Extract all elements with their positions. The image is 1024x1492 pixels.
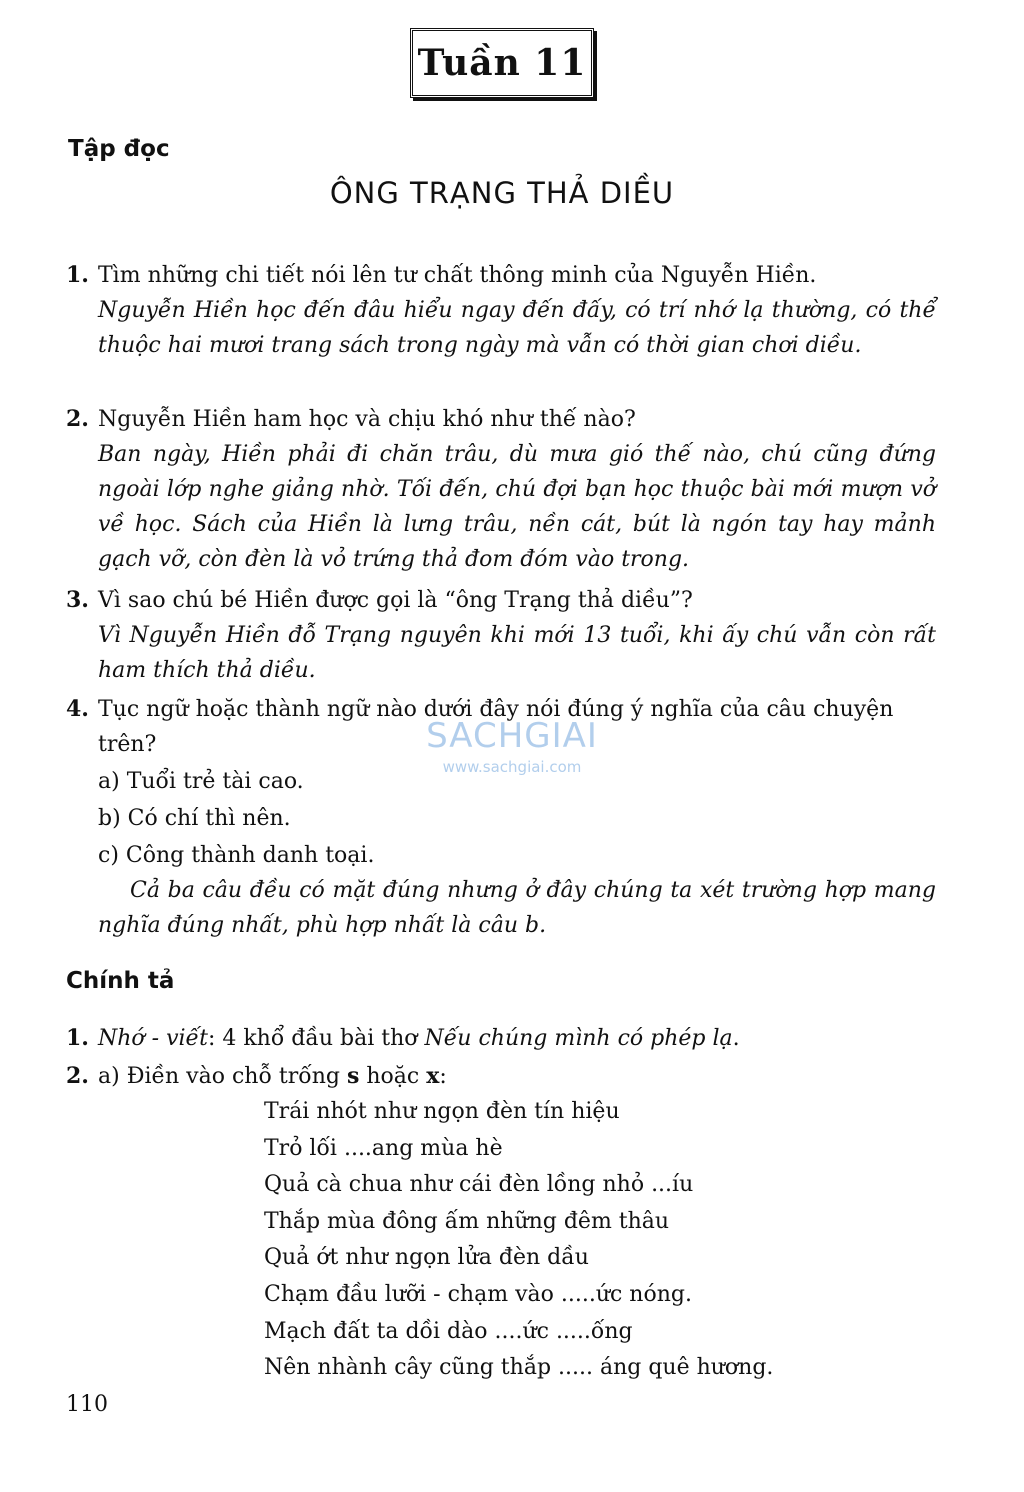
question-number: 2. bbox=[66, 406, 89, 432]
item-end: . bbox=[732, 1026, 740, 1051]
question-number: 4. bbox=[66, 696, 89, 722]
answer-text: Vì Nguyễn Hiền đỗ Trạng nguyên khi mới 13 tuổi, khi ấy chú vẫn còn rất ham thích thả diều. bbox=[98, 623, 936, 683]
poem-title: Nếu chúng mình có phép lạ bbox=[424, 1026, 733, 1051]
letter-s: s bbox=[346, 1063, 360, 1089]
answer-text: Nguyễn Hiền học đến đâu hiểu ngay đến đấy, có trí nhớ lạ thường, có thể thuộc hai mươi trang sách trong ngày mà vẫn có thời gian chơi diều. bbox=[98, 298, 936, 358]
question-text: Tục ngữ hoặc thành ngữ nào dưới đây nói đúng ý nghĩa của câu chuyện trên? bbox=[98, 697, 894, 757]
watermark-brand: SACHGIAI bbox=[426, 716, 598, 756]
spelling-section-heading: Chính tả bbox=[66, 968, 175, 994]
poem-line: Chạm đầu lưỡi - chạm vào .....ức nóng. bbox=[264, 1281, 692, 1307]
option-a: a) Tuổi trẻ tài cao. bbox=[98, 769, 304, 794]
watermark-url: www.sachgiai.com bbox=[442, 758, 582, 776]
poem bbox=[264, 1094, 773, 1387]
poem-line: Thắp mùa đông ấm những đêm thâu bbox=[264, 1208, 670, 1234]
poem-line: Trái nhót như ngọn đèn tín hiệu bbox=[264, 1099, 620, 1124]
item-number: 1. bbox=[66, 1025, 89, 1051]
item-number: 2. bbox=[66, 1063, 89, 1089]
poem-line: Nên nhành cây cũng thắp ..... áng quê hương. bbox=[264, 1355, 774, 1381]
poem-line: Mạch đất ta dồi dào ....ức .....ống bbox=[264, 1318, 633, 1344]
page-number: 110 bbox=[66, 1392, 108, 1417]
option-b: b) Có chí thì nên. bbox=[98, 806, 291, 831]
item-text-end: : bbox=[439, 1064, 447, 1089]
item-text: : 4 khổ đầu bài thơ bbox=[207, 1026, 425, 1051]
spelling-item-1 bbox=[66, 1020, 936, 1057]
item-text-or: hoặc bbox=[359, 1064, 427, 1089]
question-2 bbox=[66, 402, 936, 577]
poem-line: Trỏ lối ....ang mùa hè bbox=[264, 1135, 503, 1161]
question-1 bbox=[66, 258, 936, 363]
item-label: Nhớ - viết bbox=[98, 1026, 208, 1051]
week-label: Tuần 11 bbox=[417, 42, 587, 84]
question-text: Tìm những chi tiết nói lên tư chất thông minh của Nguyễn Hiền. bbox=[98, 263, 817, 288]
question-text: Vì sao chú bé Hiền được gọi là “ông Trạng thả diều”? bbox=[98, 588, 693, 613]
answer-text: Ban ngày, Hiền phải đi chăn trâu, dù mưa gió thế nào, chú cũng đứng ngoài lớp nghe giảng nhờ. Tối đến, chú đợi bạn học thuộc bài mới mượn vở về học. Sách của Hiền là lưng trâu, nền cát, bút là ngón tay hay mảnh gạch vỡ, còn đèn là vỏ trứng thả đom đóm vào trong. bbox=[98, 442, 936, 572]
poem-line: Quả cà chua như cái đèn lồng nhỏ ...íu bbox=[264, 1172, 694, 1198]
answer-text: Cả ba câu đều có mặt đúng nhưng ở đây chúng ta xét trường hợp mang nghĩa đúng nhất, phù hợp nhất là câu b. bbox=[98, 878, 936, 938]
option-c: c) Công thành danh toại. bbox=[98, 843, 375, 868]
lesson-title: ÔNG TRẠNG THẢ DIỀU bbox=[329, 176, 675, 210]
week-label-box bbox=[410, 28, 594, 98]
letter-x: x bbox=[426, 1063, 440, 1089]
reading-section-heading: Tập đọc bbox=[68, 136, 170, 162]
question-text: Nguyễn Hiền ham học và chịu khó như thế nào? bbox=[98, 407, 636, 432]
watermark bbox=[412, 716, 612, 776]
question-3 bbox=[66, 583, 936, 688]
poem-line: Quả ớt như ngọn lửa đèn dầu bbox=[264, 1245, 589, 1271]
spelling-item-2 bbox=[66, 1058, 936, 1095]
question-number: 1. bbox=[66, 262, 89, 288]
item-text: a) Điền vào chỗ trống bbox=[98, 1064, 347, 1089]
question-number: 3. bbox=[66, 587, 89, 613]
